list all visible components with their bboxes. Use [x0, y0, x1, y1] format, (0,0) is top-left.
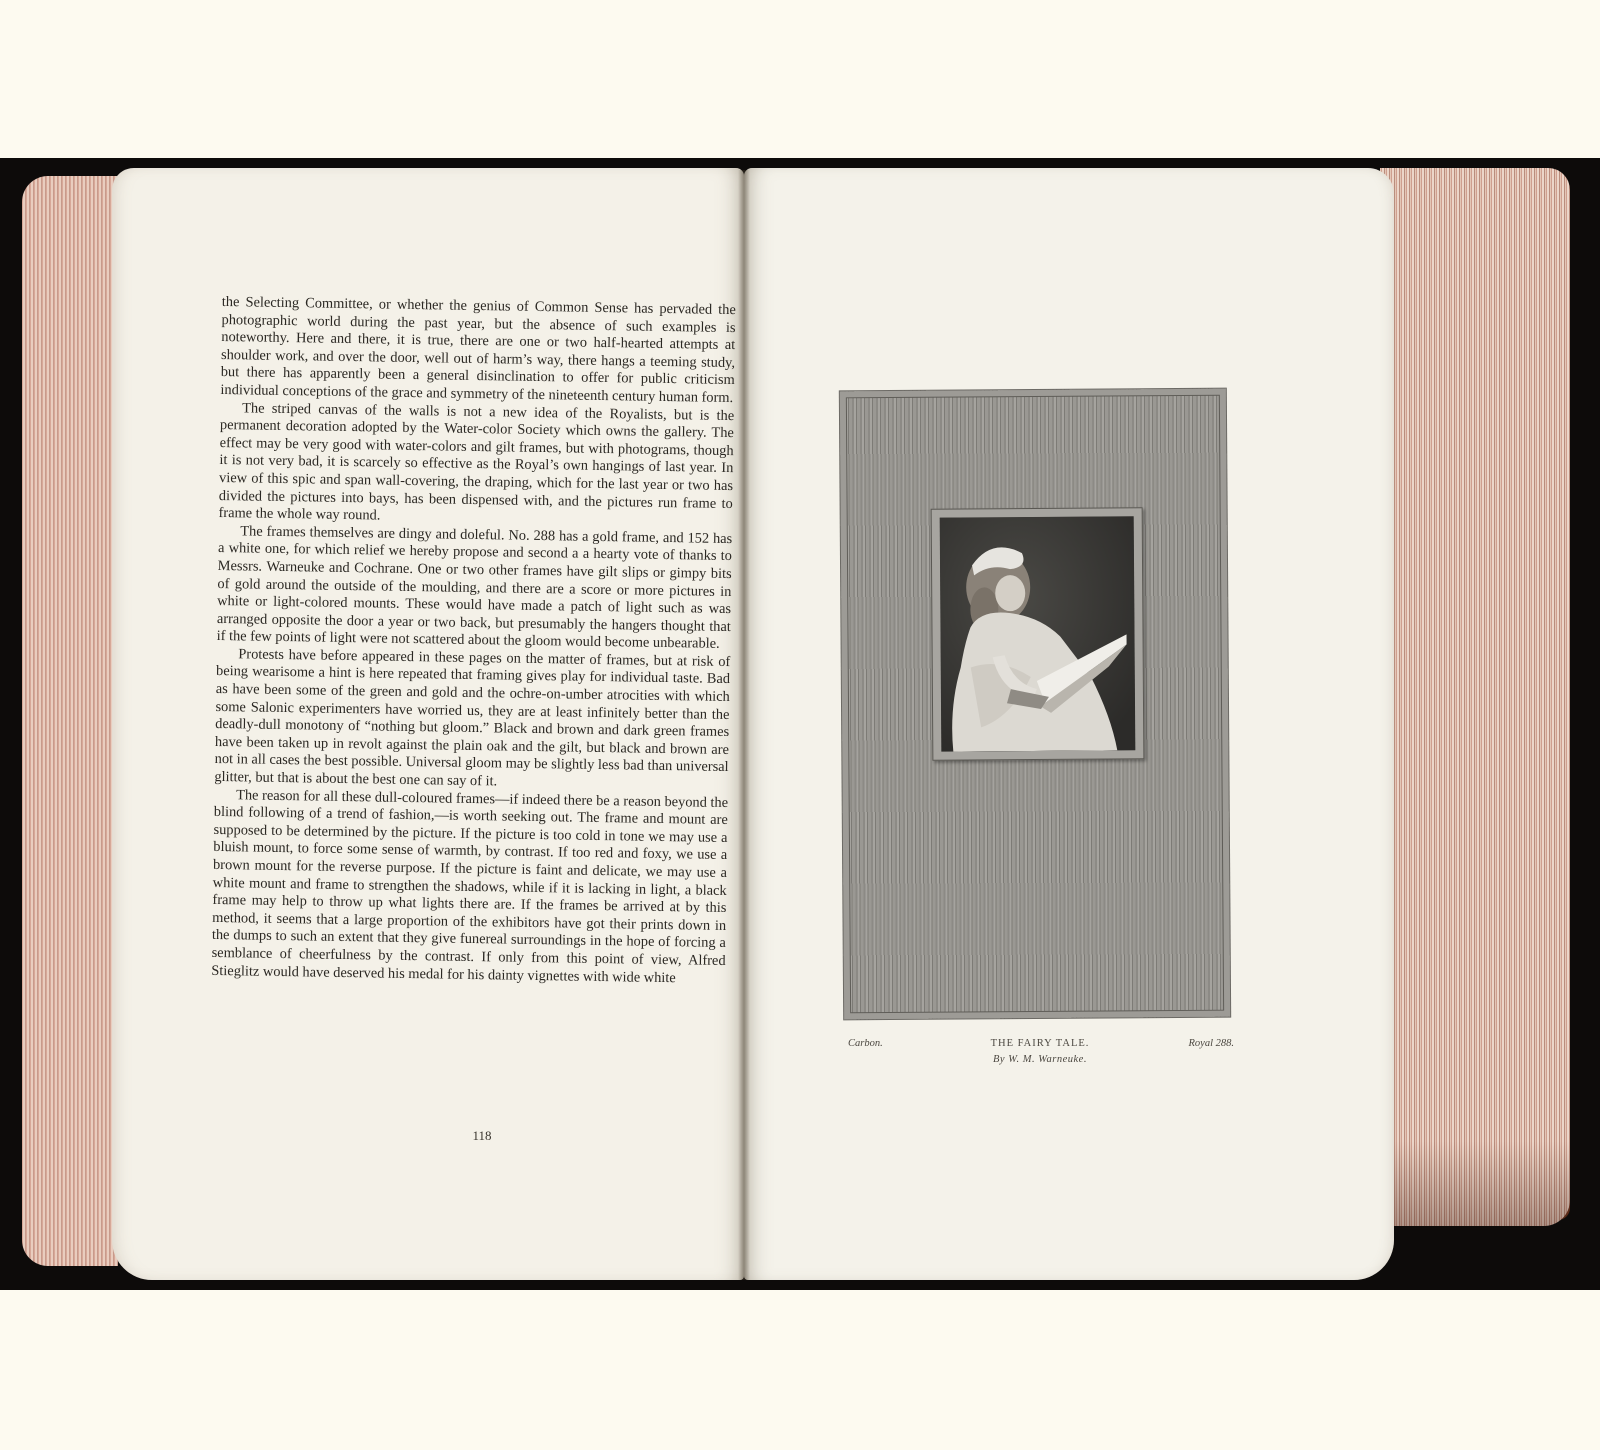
photograph-girl-reading [940, 516, 1136, 751]
caption-credit: By W. M. Warneuke. [993, 1054, 1087, 1065]
photograph-plate [840, 389, 1230, 1020]
paragraph-4: Protests have before appeared in these pages on the matter of frames, but at risk of being wearisome a hint is here repeated that framing gives play for individual taste. Bad as have been some of the green and gold and the ochre-on-umber atrocities with which some Salonic experimenters have worried us, they are at least infinitely better than the deadly-dull monotony of “nothing but gloom.” Black and brown and dark green frames have been taken up in revolt against the plain oak and the gilt, but black and brown are not in all cases the best possible. Universal gloom may be slightly less bad than universal glitter, but that is about the best one can say of it. [214, 646, 731, 790]
picture-frame [931, 507, 1145, 760]
article-body [211, 294, 736, 988]
caption-exhibit-number: Royal 288. [1188, 1038, 1234, 1049]
paragraph-5: The reason for all these dull-coloured frames—if indeed there be a reason beyond the blind following of a trend of fashion,—is worth seeking out. The frame and mount are supposed to be determined by the picture. If the picture is too cold in tone we may use a bluish mount, to force some sense of warmth, by contrast. If too red and foxy, we use a brown mount for the reverse purpose. If the picture is faint and delicate, we may use a white mount and frame to strengthen the shadows, while if it is lacking in light, a black frame may help to throw up what lights there are. If the frames be arrived at by this method, it seems that a large proportion of the exhibitors have got their prints down in the dumps to such an extent that they give funereal surroundings in the hope of forcing a semblance of cheerfulness by the contrast. If only from this point of view, Alfred Stieglitz would have deserved his medal for his dainty vignettes with wide white [211, 786, 729, 986]
right-page-edges [1380, 168, 1570, 1226]
paragraph-1: the Selecting Committee, or whether the genius of Common Sense has pervaded the photographic world during the past year, but the absence of such examples is noteworthy. Here and there, it is true, there are one or two half-hearted attempts at shoulder work, and over the door, well out of harm’s way, there hangs a teeming study, but there has apparently been a general disinclination to offer for public criticism individual conceptions of the grace and symmetry of the nineteenth century human form. [220, 294, 736, 407]
book-gutter [738, 170, 750, 1280]
caption-title: THE FAIRY TALE. [990, 1038, 1090, 1049]
page-number: 118 [472, 1128, 492, 1143]
paragraph-2: The striped canvas of the walls is not a new idea of the Royalists, but is the permanent decoration adopted by the Water-color Society which owns the gallery. The effect may be very good with water-colors and gilt frames, but with photograms, though it is not very bad, it is scarcely so effective as the Royal’s own hangings of last year. In view of this spic and span wall-covering, the draping, which for the last year or two has divided the pictures into bays, has been dispensed with, and the pictures run frame to frame the whole way round. [218, 399, 735, 524]
caption-process: Carbon. [848, 1038, 883, 1049]
left-page-edges [22, 176, 118, 1266]
paragraph-3: The frames themselves are dingy and doleful. No. 288 has a gold frame, and 152 has a white one, for which relief we hereby propose and second a a hearty vote of thanks to Messrs. Warneuke and Cochrane. One or two other frames have gilt slips or gimpy bits of gold around the outside of the moulding, and there are a score or more pictures in white or light-colored mounts. These would have made a patch of light such as was arranged opposite the door a year or two back, but presumably the hangers thought that if the few points of light were not scattered about the gloom would become unbearable. [216, 523, 733, 653]
